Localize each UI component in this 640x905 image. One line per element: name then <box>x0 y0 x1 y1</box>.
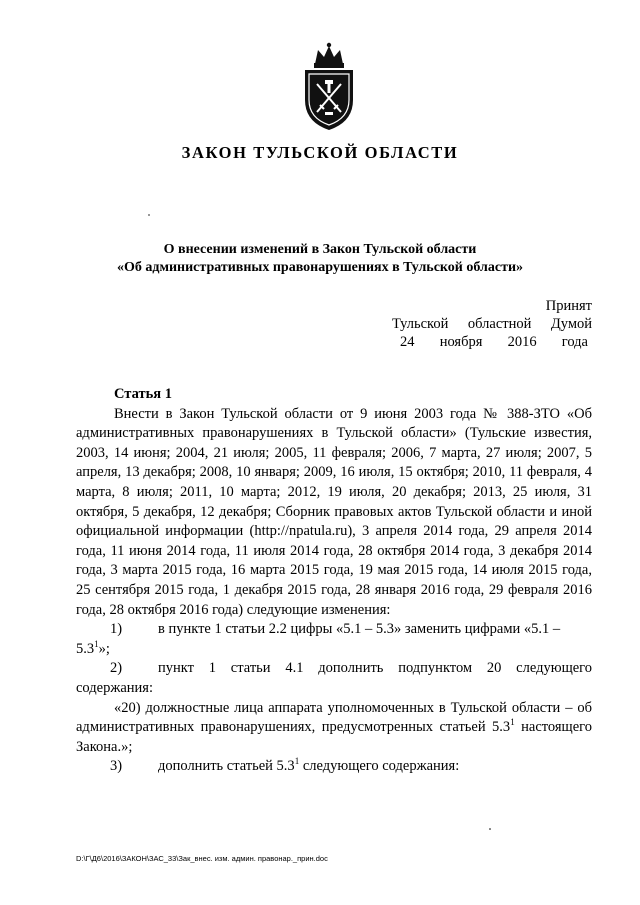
adopted-label: Принят <box>545 298 592 314</box>
scan-speck <box>148 214 150 216</box>
law-subtitle <box>0 241 640 277</box>
article-intro: Внести в Закон Тульской области от 9 июня 2003 года № 388-ЗТО «Об административных правонарушениях в Тульской области» (Тульские известия, 2003, 14 июня; 2004, 21 июля; 2005, 11 февраля; 2006, 7 марта, 27 июля; 2007, 5 апреля, 13 декабря; 2008, 10 января; 2009, 16 июля, 15 октября; 2010, 11 февраля, 4 марта, 8 июля; 2011, 10 марта; 2012, 19 июля, 20 декабря; 2013, 25 июля, 31 октября, 5 декабря, 12 декабря; Сборник правовых актов Тульской области и иной официальной информации (http://npatula.ru), 3 апреля 2014 года, 29 апреля 2014 года, 11 июня 2014 года, 11 июля 2014 года, 28 октября 2014 года, 3 декабря 2014 года, 3 марта 2015 года, 16 марта 2015 года, 19 мая 2015 года, 14 июля 2015 года, 25 сентября 2015 года, 1 декабря 2015 года, 28 января 2016 года, 29 февраля 2016 года, 28 октября 2016 года) следующие изменения: <box>76 405 592 618</box>
adopted-date: 24 ноября 2016 года <box>400 334 588 350</box>
article-heading: Статья 1 <box>114 386 172 402</box>
item-text: дополнить статьей $5.3^1$ следующего содержания: <box>158 756 460 775</box>
amendment-item-2 <box>76 659 592 698</box>
item-number: 1) <box>110 621 123 638</box>
file-path-footer: D:\Г\Д6\2016\ЗАКОН\ЗАС_33\Зак_внес. изм. админ. правонар._прин.doc <box>76 854 328 863</box>
scan-speck <box>489 828 491 830</box>
quoted-subparagraph: «20) должностные лица аппарата уполномоченных в Тульской области – об административных правонарушениях, предусмотренных статьей $5.3^1$ настоящего Закона.»; <box>76 699 592 755</box>
amendment-item-1: 1) в пункте 1 статьи 2.2 цифры «5.1 – 5.3» заменить цифрами «5.1 – $5.3^1$»; <box>76 620 592 659</box>
item-number: 2) <box>110 660 123 677</box>
adopted-by: Тульской областной Думой <box>392 316 593 332</box>
tula-region-coat-of-arms-icon <box>298 42 360 132</box>
document-title: ЗАКОН ТУЛЬСКОЙ ОБЛАСТИ <box>181 143 459 162</box>
item-text: пункт 1 статьи 4.1 дополнить подпунктом 20 следующего <box>158 660 592 677</box>
item-text: в пункте 1 статьи 2.2 цифры «5.1 – 5.3» заменить цифрами «5.1 – <box>158 621 561 638</box>
subtitle-line-2: «Об административных правонарушениях в Тульской области» <box>116 260 524 275</box>
adoption-block <box>392 297 592 351</box>
amendment-item-3 <box>76 757 592 777</box>
subtitle-line-1: О внесении изменений в Закон Тульской области <box>163 242 477 257</box>
article-1 <box>76 385 592 777</box>
item-text-continued: содержания: <box>76 679 154 696</box>
item-number: 3) <box>110 758 123 775</box>
